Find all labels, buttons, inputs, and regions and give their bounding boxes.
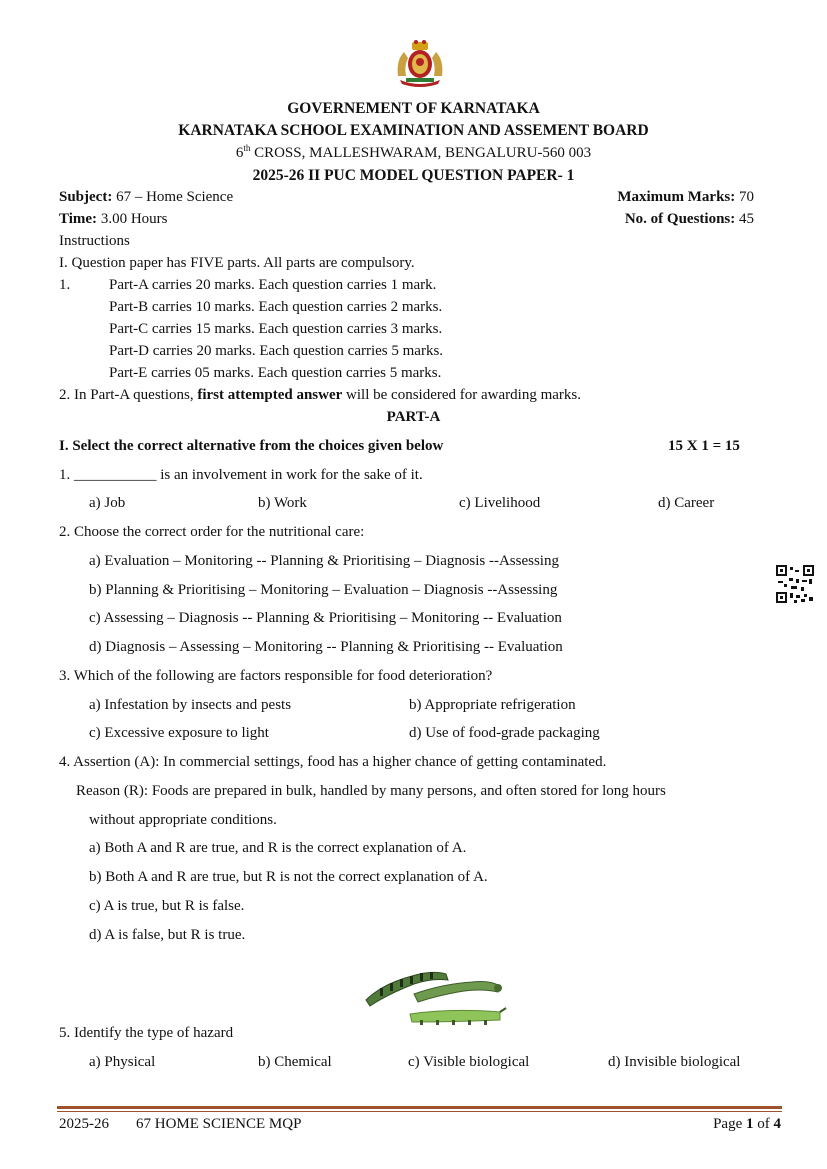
footer-year: 2025-26 [59, 1116, 109, 1132]
header-board: KARNATAKA SCHOOL EXAMINATION AND ASSEMENT BOARD [178, 122, 649, 139]
instruction-1: I. Question paper has FIVE parts. All parts are compulsory. [59, 255, 415, 271]
q1-option-b: b) Work [258, 495, 307, 511]
max-marks-line: Maximum Marks: 70 [617, 189, 754, 205]
question-5: 5. Identify the type of hazard [59, 1025, 234, 1041]
q2-option-c: c) Assessing – Diagnosis -- Planning & Prioritising – Monitoring -- Evaluation [89, 610, 562, 626]
section-heading: I. Select the correct alternative from the choices given below [59, 438, 444, 454]
q1-option-c: c) Livelihood [459, 495, 541, 511]
section-marks: 15 X 1 = 15 [668, 438, 740, 454]
q3-option-b: b) Appropriate refrigeration [409, 697, 576, 713]
q4-option-b: b) Both A and R are true, but R is not the correct explanation of A. [89, 869, 488, 885]
q4-option-d: d) A is false, but R is true. [89, 927, 246, 943]
footer-rule-thin [57, 1111, 782, 1112]
q5-option-d: d) Invisible biological [608, 1054, 741, 1070]
footer-rule [57, 1106, 782, 1109]
qr-code [776, 565, 814, 603]
q1-option-a: a) Job [89, 495, 126, 511]
question-4-reason-cont: without appropriate conditions. [89, 812, 277, 828]
q2-option-d: d) Diagnosis – Assessing – Monitoring -- Planning & Prioritising -- Evaluation [89, 639, 563, 655]
q2-option-b: b) Planning & Prioritising – Monitoring – Evaluation – Diagnosis --Assessing [89, 582, 558, 598]
question-4-reason: Reason (R): Foods are prepared in bulk, handled by many persons, and often stored for long hours [76, 783, 666, 799]
q5-option-b: b) Chemical [258, 1054, 332, 1070]
instruction-part: Part-B carries 10 marks. Each question carries 2 marks. [109, 299, 443, 315]
question-2: 2. Choose the correct order for the nutritional care: [59, 524, 365, 540]
paper-title: 2025-26 II PUC MODEL QUESTION PAPER- 1 [252, 167, 575, 184]
q5-option-c: c) Visible biological [408, 1054, 530, 1070]
q4-option-c: c) A is true, but R is false. [89, 898, 245, 914]
instructions-heading: Instructions [59, 233, 130, 249]
footer-page: Page 1 of 4 [713, 1116, 781, 1132]
header-address: 6th CROSS, MALLESHWARAM, BENGALURU-560 003 [235, 143, 592, 161]
q3-option-c: c) Excessive exposure to light [89, 725, 269, 741]
question-1: 1. ___________ is an involvement in work for the sake of it. [59, 467, 423, 483]
header-government: GOVERNEMENT OF KARNATAKA [287, 100, 540, 117]
num-questions-line: No. of Questions: 45 [624, 211, 754, 227]
instruction-2: 2. In Part-A questions, first attempted answer will be considered for awarding marks. [59, 387, 581, 403]
question-3: 3. Which of the following are factors responsible for food deterioration? [59, 668, 493, 684]
q5-option-a: a) Physical [89, 1054, 156, 1070]
q1-option-d: d) Career [658, 495, 715, 511]
time-line: Time: 3.00 Hours [59, 211, 168, 227]
instruction-part: Part-C carries 15 marks. Each question carries 3 marks. [109, 321, 443, 337]
question-4-assertion: 4. Assertion (A): In commercial settings, food has a higher chance of getting contaminated. [59, 754, 607, 770]
instruction-part: Part-D carries 20 marks. Each question carries 5 marks. [109, 343, 444, 359]
q4-option-a: a) Both A and R are true, and R is the correct explanation of A. [89, 840, 467, 856]
q2-option-a: a) Evaluation – Monitoring -- Planning & Prioritising – Diagnosis --Assessing [89, 553, 559, 569]
subject-line: Subject: 67 – Home Science [59, 189, 234, 205]
instruction-num-1: 1. [59, 277, 71, 293]
part-a-title: PART-A [386, 409, 441, 425]
footer-code: 67 HOME SCIENCE MQP [136, 1116, 302, 1132]
instruction-part: Part-E carries 05 marks. Each question carries 5 marks. [109, 365, 442, 381]
caterpillar-illustration [362, 958, 508, 1026]
q3-option-d: d) Use of food-grade packaging [409, 725, 600, 741]
q3-option-a: a) Infestation by insects and pests [89, 697, 292, 713]
instruction-part: Part-A carries 20 marks. Each question carries 1 mark. [109, 277, 437, 293]
karnataka-emblem [392, 38, 448, 88]
